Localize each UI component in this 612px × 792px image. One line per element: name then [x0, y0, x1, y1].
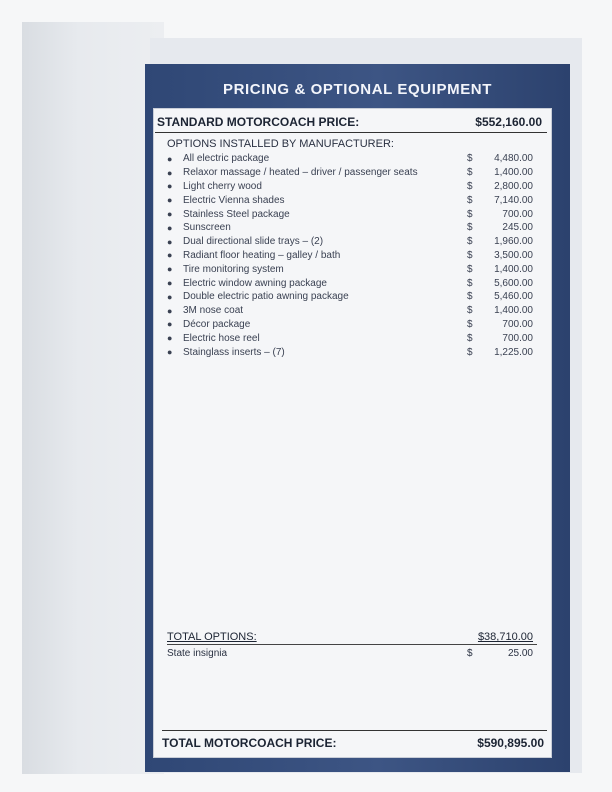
currency-symbol: $: [467, 332, 473, 344]
option-amount: 700.00: [502, 332, 533, 344]
bullet-icon: ●: [167, 333, 173, 344]
bullet-icon: ●: [167, 347, 173, 358]
option-row: [167, 207, 533, 221]
section-title: PRICING & OPTIONAL EQUIPMENT: [222, 80, 493, 98]
option-label: Décor package: [183, 318, 251, 330]
option-label: Stainglass inserts – (7): [183, 346, 285, 358]
option-amount: 2,800.00: [494, 180, 533, 192]
option-amount: 1,400.00: [494, 167, 533, 179]
option-label: Electric hose reel: [183, 332, 260, 344]
currency-symbol: $: [467, 305, 473, 317]
option-amount: 1,400.00: [494, 305, 533, 317]
option-amount: 1,960.00: [494, 236, 533, 248]
bullet-icon: ●: [167, 167, 173, 178]
option-amount: 5,460.00: [494, 291, 533, 303]
currency-symbol: $: [467, 180, 473, 192]
option-row: [167, 221, 533, 235]
currency-symbol: $: [467, 277, 473, 289]
option-row: [167, 345, 533, 359]
option-label: Tire monitoring system: [183, 263, 284, 275]
option-label: Electric Vienna shades: [183, 194, 285, 206]
option-amount: 7,140.00: [494, 194, 533, 206]
option-label: 3M nose coat: [183, 305, 244, 317]
option-amount: 3,500.00: [494, 249, 533, 261]
standard-price-value: $552,160.00: [475, 115, 542, 129]
option-row: [167, 290, 533, 304]
option-amount: 1,225.00: [494, 346, 533, 358]
option-row: [167, 166, 533, 180]
options-list: [167, 152, 533, 359]
bullet-icon: ●: [167, 236, 173, 247]
total-price-value: $590,895.00: [477, 736, 544, 750]
option-label: Stainless Steel package: [183, 208, 290, 220]
total-options-label: TOTAL OPTIONS:: [167, 631, 257, 643]
overlapping-page: [22, 22, 164, 774]
option-label: Relaxor massage / heated – driver / passenger seats: [183, 167, 418, 179]
divider: [155, 132, 547, 133]
option-amount: 245.00: [502, 222, 533, 234]
currency-symbol: $: [467, 263, 473, 275]
bullet-icon: ●: [167, 319, 173, 330]
currency-symbol: $: [467, 153, 473, 165]
option-label: Sunscreen: [183, 222, 231, 234]
currency-symbol: $: [467, 167, 473, 179]
currency-symbol: $: [467, 249, 473, 261]
currency-symbol: $: [467, 346, 473, 358]
standard-price-label: STANDARD MOTORCOACH PRICE:: [157, 115, 360, 129]
total-price-row: [162, 735, 544, 751]
option-row: [167, 180, 533, 194]
option-row: [167, 304, 533, 318]
total-price-label: TOTAL MOTORCOACH PRICE:: [162, 736, 337, 750]
currency-symbol: $: [467, 318, 473, 330]
state-insignia-amount: 25.00: [507, 647, 533, 659]
option-row: [167, 331, 533, 345]
option-amount: 1,400.00: [494, 263, 533, 275]
option-label: Light cherry wood: [183, 180, 262, 192]
option-amount: 700.00: [502, 208, 533, 220]
divider: [162, 730, 547, 731]
option-label: All electric package: [183, 153, 270, 165]
bullet-icon: ●: [167, 181, 173, 192]
option-label: Dual directional slide trays – (2): [183, 236, 324, 248]
option-row: [167, 249, 533, 263]
currency-symbol: $: [467, 236, 473, 248]
bullet-icon: ●: [167, 291, 173, 302]
option-row: [167, 276, 533, 290]
state-insignia-label: State insignia: [167, 647, 228, 659]
bullet-icon: ●: [167, 250, 173, 261]
bullet-icon: ●: [167, 264, 173, 275]
standard-price-row: [157, 113, 542, 131]
currency-symbol: $: [467, 291, 473, 303]
bullet-icon: ●: [167, 195, 173, 206]
bullet-icon: ●: [167, 222, 173, 233]
total-options-row: [167, 630, 533, 644]
currency-symbol: $: [467, 208, 473, 220]
option-row: [167, 318, 533, 332]
option-amount: 5,600.00: [494, 277, 533, 289]
option-amount: 4,480.00: [494, 153, 533, 165]
bullet-icon: ●: [167, 209, 173, 220]
bullet-icon: ●: [167, 305, 173, 316]
state-insignia-row: [167, 646, 533, 660]
option-row: [167, 235, 533, 249]
bullet-icon: ●: [167, 153, 173, 164]
bullet-icon: ●: [167, 278, 173, 289]
option-row: [167, 152, 533, 166]
option-label: Radiant floor heating – galley / bath: [183, 249, 341, 261]
total-options-value: $38,710.00: [477, 631, 533, 643]
currency-symbol: $: [467, 647, 473, 659]
option-row: [167, 193, 533, 207]
divider: [167, 644, 537, 645]
currency-symbol: $: [467, 222, 473, 234]
option-row: [167, 262, 533, 276]
options-heading: OPTIONS INSTALLED BY MANUFACTURER:: [167, 138, 394, 150]
option-label: Double electric patio awning package: [183, 291, 349, 303]
option-amount: 700.00: [502, 318, 533, 330]
option-label: Electric window awning package: [183, 277, 327, 289]
currency-symbol: $: [467, 194, 473, 206]
